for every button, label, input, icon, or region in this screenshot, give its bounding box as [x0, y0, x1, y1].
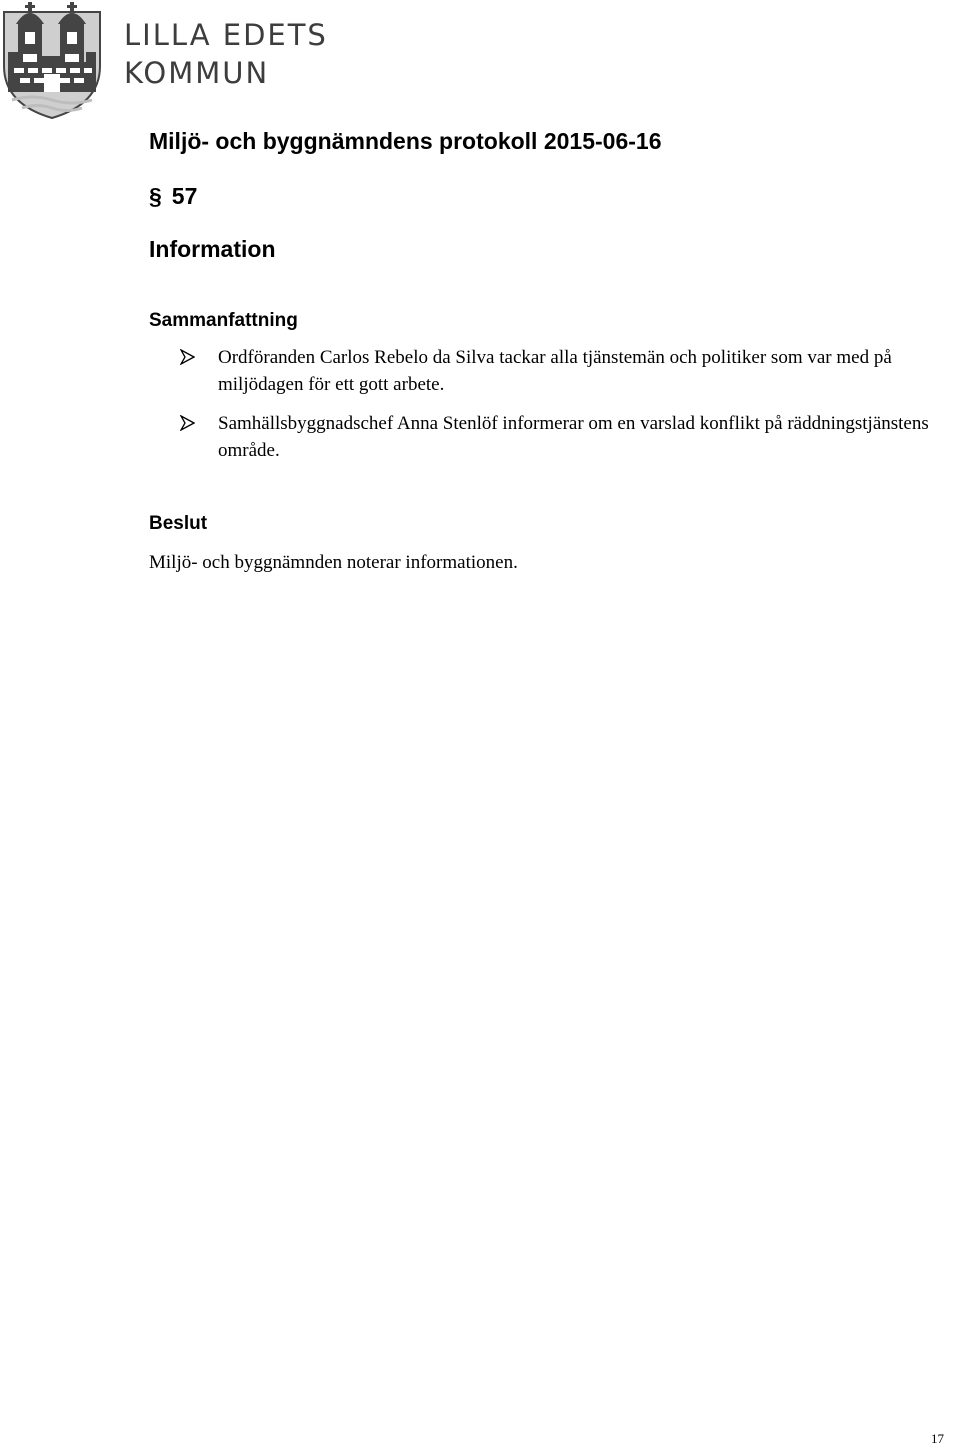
logo-municipality-suffix: KOMMUN	[124, 56, 270, 90]
summary-heading: Sammanfattning	[149, 310, 298, 331]
section-sign: §	[149, 183, 162, 209]
page-number: 17	[931, 1431, 944, 1446]
decision-heading: Beslut	[149, 513, 208, 534]
decision-text: Miljö- och byggnämnden noterar informationen.	[149, 552, 518, 573]
arrow-bullet-icon	[180, 415, 195, 431]
list-item	[180, 344, 955, 398]
logo-municipality-name: LILLA EDETS	[124, 18, 328, 52]
section-number	[149, 182, 197, 210]
section-number-value: 57	[171, 183, 198, 209]
list-item	[180, 410, 955, 464]
summary-list	[180, 344, 955, 476]
page-title: Miljö- och byggnämndens protokoll 2015-06-16	[149, 128, 662, 154]
section-title: Information	[149, 236, 276, 262]
municipal-coat-of-arms-icon	[0, 0, 104, 120]
summary-item-text: Ordföranden Carlos Rebelo da Silva tackar alla tjänstemän och politiker som var med på miljödagen för ett gott arbete.	[218, 347, 892, 395]
summary-item-text: Samhällsbyggnadschef Anna Stenlöf informerar om en varslad konflikt på räddningstjänstens område.	[218, 413, 929, 461]
arrow-bullet-icon	[180, 349, 195, 365]
